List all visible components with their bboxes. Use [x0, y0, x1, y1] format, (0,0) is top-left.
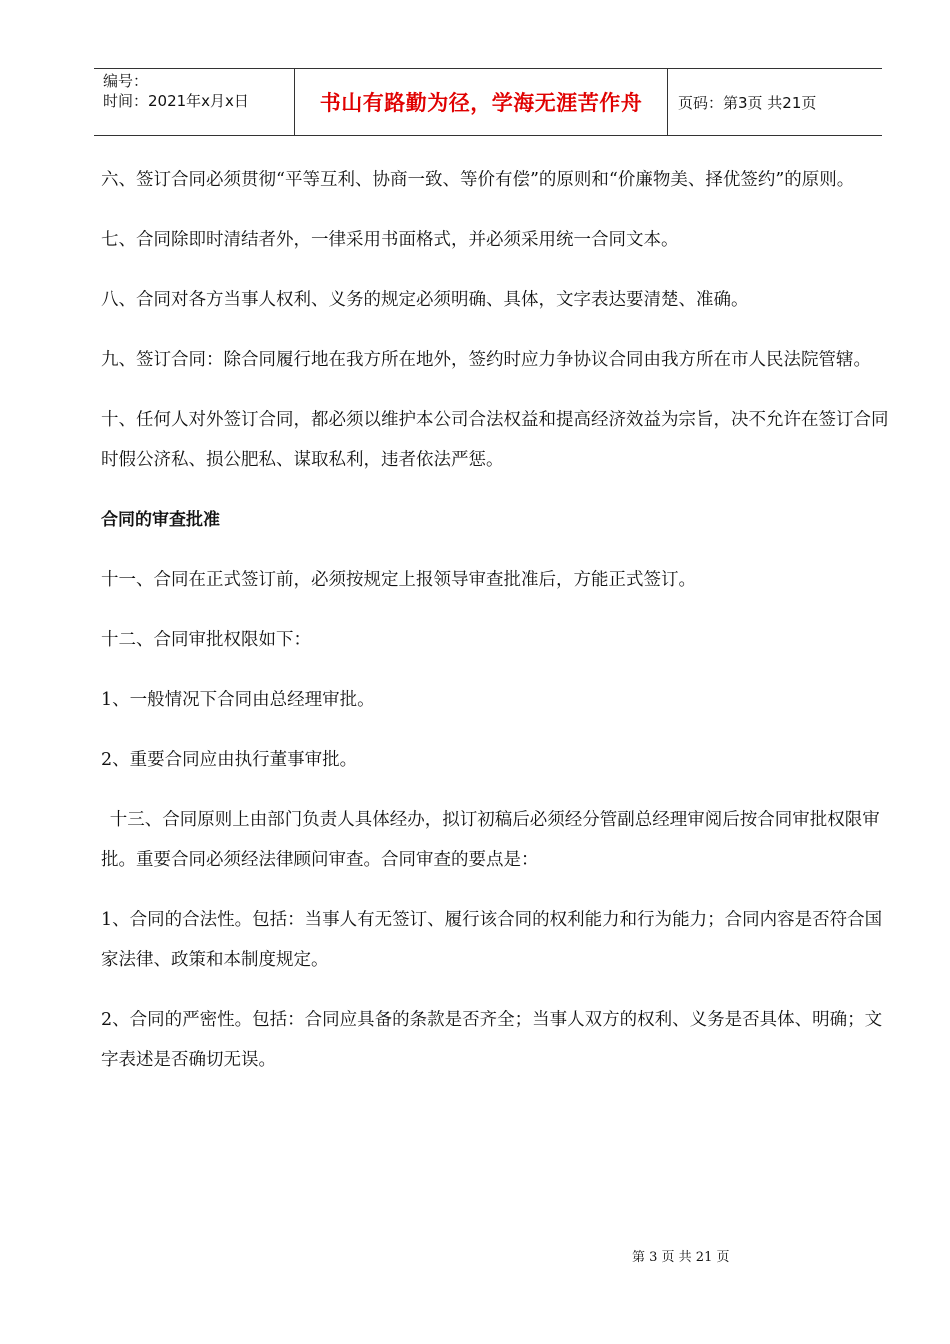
header-meta	[94, 69, 294, 135]
clause-9: 九、签订合同：除合同履行地在我方所在地外，签约时应力争协议合同由我方所在市人民法院管辖。	[101, 350, 871, 370]
clause-12-item-2: 2、重要合同应由执行董事审批。	[101, 750, 358, 770]
clause-11: 十一、合同在正式签订前，必须按规定上报领导审查批准后，方能正式签订。	[101, 570, 696, 590]
document-time-label: 时间：2021年x月x日	[103, 92, 249, 110]
page-header	[94, 68, 882, 136]
clause-7: 七、合同除即时清结者外，一律采用书面格式，并必须采用统一合同文本。	[101, 230, 679, 250]
clause-13: 十三、合同原则上由部门负责人具体经办，拟订初稿后必须经分管副总经理审阅后按合同审批权限审批。重要合同必须经法律顾问审查。合同审查的要点是：	[101, 810, 880, 870]
section-heading: 合同的审查批准	[101, 510, 220, 530]
clause-8: 八、合同对各方当事人权利、义务的规定必须明确、具体，文字表达要清楚、准确。	[101, 290, 749, 310]
document-number-label: 编号：	[103, 72, 149, 90]
document-body	[101, 160, 891, 1100]
header-motto: 书山有路勤为径，学海无涯苦作舟	[294, 69, 668, 135]
clause-12-item-1: 1、一般情况下合同由总经理审批。	[101, 690, 375, 710]
clause-12: 十二、合同审批权限如下：	[101, 630, 311, 650]
clause-6: 六、签订合同必须贯彻“平等互利、协商一致、等价有偿”的原则和“价廉物美、择优签约”的原则。	[101, 170, 855, 190]
clause-13-item-2: 2、合同的严密性。包括：合同应具备的条款是否齐全；当事人双方的权利、义务是否具体、明确；文字表述是否确切无误。	[101, 1010, 883, 1070]
page-footer: 第 3 页 共 21 页	[632, 1250, 730, 1265]
clause-10: 十、任何人对外签订合同，都必须以维护本公司合法权益和提高经济效益为宗旨，决不允许在签订合同时假公济私、损公肥私、谋取私利，违者依法严惩。	[101, 410, 889, 470]
clause-13-item-1: 1、合同的合法性。包括：当事人有无签订、履行该合同的权利能力和行为能力；合同内容是否符合国家法律、政策和本制度规定。	[101, 910, 883, 970]
header-page-label: 页码：第3页 共21页	[678, 93, 817, 112]
